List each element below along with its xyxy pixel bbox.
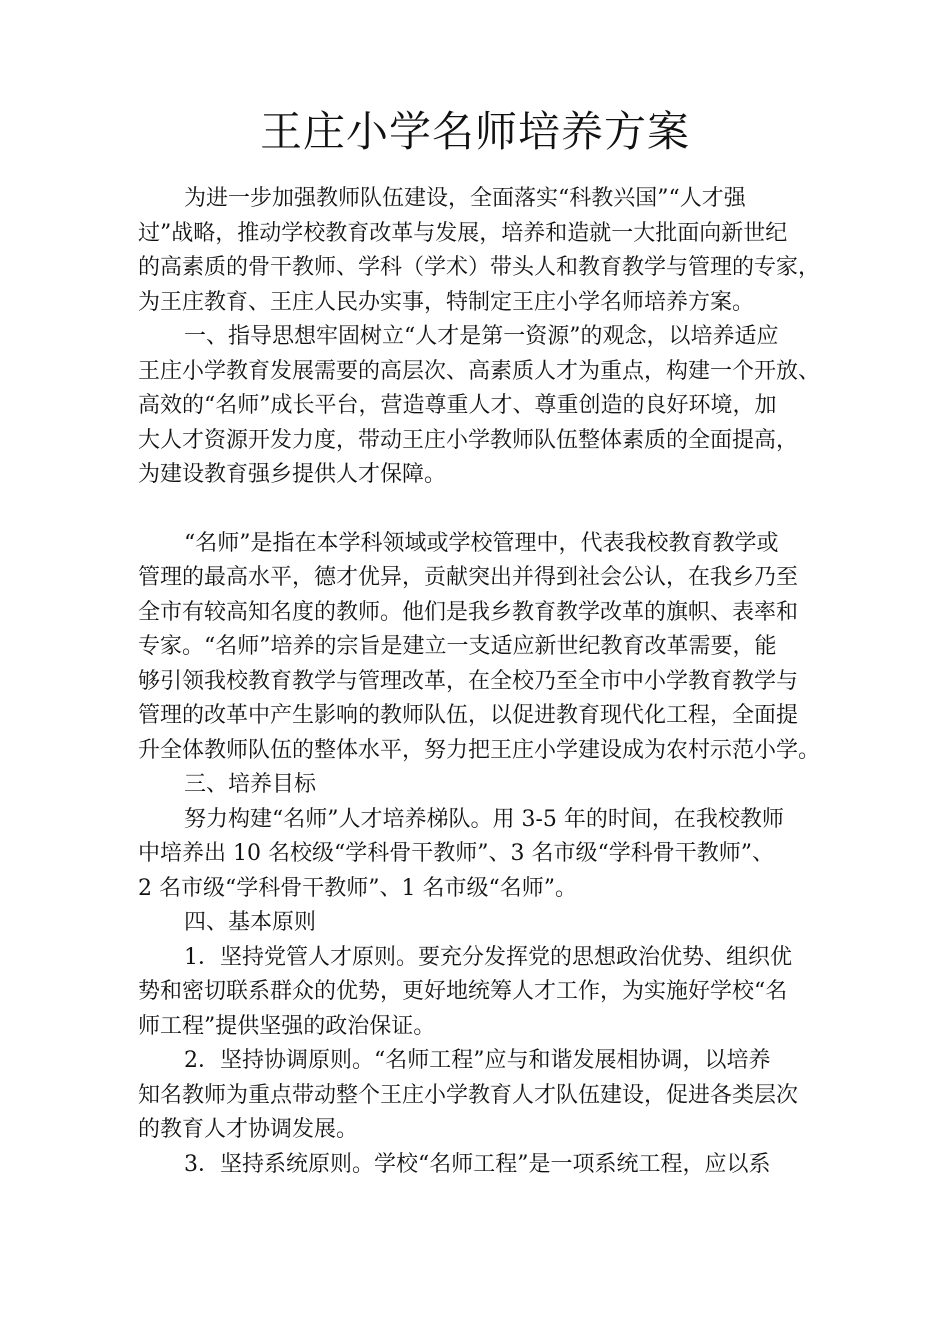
- text-line: 高效的“名师”成长平台，营造尊重人才、尊重创造的良好环境，加: [138, 393, 777, 418]
- text-line: 一、指导思想牢固树立“人才是第一资源”的观念，以培养适应: [184, 324, 779, 349]
- intro-paragraph: [138, 182, 828, 320]
- definition-paragraph: [138, 527, 828, 769]
- text-line: 大人才资源开发力度，带动王庄小学教师队伍整体素质的全面提高，: [138, 427, 799, 453]
- text-line: 1．坚持党管人才原则。要充分发挥党的思想政治优势、组织优: [184, 944, 792, 970]
- document-title: 王庄小学名师培养方案: [259, 107, 690, 156]
- text-line: 够引领我校教育教学与管理改革，在全校乃至全市中小学教育教学与: [138, 668, 799, 694]
- principle-2-paragraph: [138, 1044, 828, 1148]
- text-line: 王庄小学教育发展需要的高层次、高素质人才为重点，构建一个开放、: [138, 358, 821, 384]
- text-line: 的高素质的骨干教师、学科（学术）带头人和教育教学与管理的专家，: [138, 255, 821, 280]
- text-line: “名师”是指在本学科领域或学校管理中，代表我校教育教学或: [184, 530, 779, 556]
- section-heading-goals: 三、培养目标: [184, 772, 317, 797]
- text-line: 知名教师为重点带动整个王庄小学教育人才队伍建设，促进各类层次: [138, 1082, 799, 1108]
- text-line: 势和密切联系群众的优势，更好地统筹人才工作，为实施好学校“名: [138, 979, 788, 1004]
- text-line: 中培养出 10 名校级“学科骨干教师”、3 名市级“学科骨干教师”、: [138, 841, 774, 866]
- paragraph-gap: [138, 493, 828, 527]
- text-line: 的教育人才协调发展。: [138, 1117, 359, 1142]
- text-line: 过”战略，推动学校教育改革与发展，培养和造就一大批面向新世纪: [138, 220, 788, 246]
- principle-3-paragraph: [138, 1148, 828, 1183]
- text-line: 专家。“名师”培养的宗旨是建立一支适应新世纪教育改革需要，能: [138, 634, 777, 659]
- text-line: 全市有较高知名度的教师。他们是我乡教育教学改革的旗帜、表率和: [138, 599, 799, 625]
- text-line: 努力构建“名师”人才培养梯队。用 3-5 年的时间，在我校教师: [184, 806, 784, 832]
- text-line: 3．坚持系统原则。学校“名师工程”是一项系统工程，应以系: [184, 1151, 771, 1177]
- text-line: 为进一步加强教师队伍建设，全面落实“科教兴国”“人才强: [184, 186, 746, 211]
- goals-paragraph: [138, 803, 828, 907]
- text-line: 为建设教育强乡提供人才保障。: [138, 462, 447, 487]
- text-line: 师工程”提供坚强的政治保证。: [138, 1013, 436, 1039]
- text-line: 管理的改革中产生影响的教师队伍，以促进教育现代化工程，全面提: [138, 703, 799, 728]
- section-heading-principles: 四、基本原则: [184, 910, 317, 935]
- document-body: [138, 182, 828, 1182]
- text-line: 2 名市级“学科骨干教师”、1 名市级“名师”。: [138, 875, 577, 901]
- text-line: 升全体教师队伍的整体水平，努力把王庄小学建设成为农村示范小学。: [138, 737, 821, 763]
- guiding-ideology-paragraph: [138, 320, 828, 493]
- principle-1-paragraph: [138, 941, 828, 1045]
- text-line: 为王庄教育、王庄人民办实事，特制定王庄小学名师培养方案。: [138, 289, 755, 315]
- text-line: 管理的最高水平，德才优异，贡献突出并得到社会公认，在我乡乃至: [138, 565, 799, 590]
- text-line: 2．坚持协调原则。“名师工程”应与和谐发展相协调，以培养: [184, 1048, 771, 1073]
